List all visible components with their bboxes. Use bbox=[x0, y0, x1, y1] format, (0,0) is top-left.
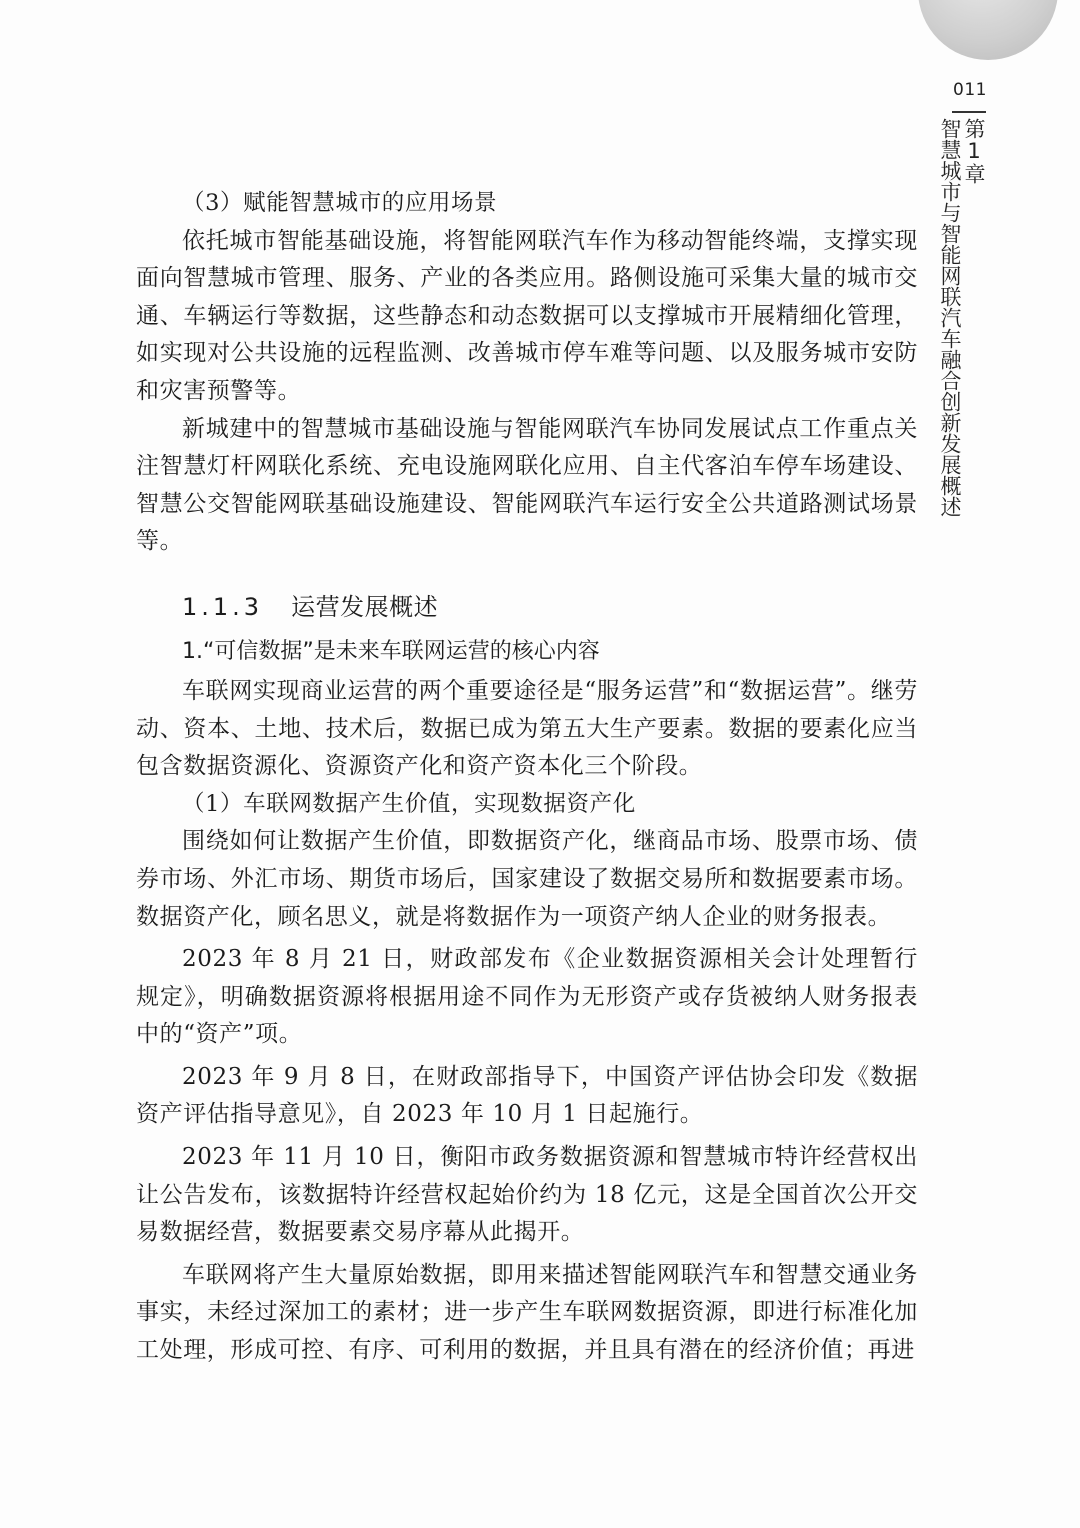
section-heading bbox=[136, 585, 918, 629]
section-number: 1.1.3 bbox=[182, 592, 264, 621]
main-text bbox=[136, 185, 918, 1370]
chapter-title: 智慧城市与智能网联汽车融合创新发展概述 bbox=[938, 118, 962, 517]
sub-heading-application-scenarios: （3）赋能智慧城市的应用场景 bbox=[182, 190, 498, 216]
paragraph: 2023 年 8 月 21 日，财政部发布《企业数据资源相关会计处理暂行规定》，明确数据资源将根据用途不同作为无形资产或存货被纳人财务报表中的“资产”项。 bbox=[136, 946, 918, 1048]
paragraph: 依托城市智能基础设施，将智能网联汽车作为移动智能终端，支撑实现面向智慧城市管理、服务、产业的各类应用。路侧设施可采集大量的城市交通、车辆运行等数据，这些静态和动态数据可以支撑城市开展精细化管理，如实现对公共设施的远程监测、改善城市停车难等问题、以及服务城市安防和灾害预警等。 bbox=[136, 227, 918, 404]
item-heading-trusted-data: 1.“可信数据”是未来车联网运营的核心内容 bbox=[182, 638, 600, 664]
paragraph: 车联网实现商业运营的两个重要途径是“服务运营”和“数据运营”。继劳动、资本、土地、技术后，数据已成为第五大生产要素。数据的要素化应当包含数据资源化、资源资产化和资产资本化三个阶段。 bbox=[136, 677, 918, 780]
sub-heading-data-assetization: （1）车联网数据产生价值，实现数据资产化 bbox=[182, 790, 636, 817]
paragraph: 2023 年 11 月 10 日，衡阳市政务数据资源和智慧城市特许经营权出让公告发布，该数据特许经营权起始价约为 18 亿元，这是全国首次公开交易数据经营，数据要素交易序幕从此揭开。 bbox=[136, 1144, 918, 1246]
paragraph: 新城建中的智慧城市基础设施与智能网联汽车协同发展试点工作重点关注智慧灯杆网联化系统、充电设施网联化应用、自主代客泊车停车场建设、智慧公交智能网联基础设施建设、智能网联汽车运行安全公共道路测试场景等。 bbox=[136, 415, 918, 555]
chapter-label: 第1章 bbox=[962, 118, 986, 184]
paragraph: 车联网将产生大量原始数据，即用来描述智能网联汽车和智慧交通业务事实，未经过深加工的素材；进一步产生车联网数据资源，即进行标准化加工处理，形成可控、有序、可利用的数据，并且具有潜在的经济价值；再进 bbox=[136, 1261, 918, 1364]
page-corner-tab bbox=[918, 0, 1058, 60]
paragraph: 围绕如何让数据产生价值，即数据资产化，继商品市场、股票市场、债券市场、外汇市场、期货市场后，国家建设了数据交易所和数据要素市场。数据资产化，顾名思义，就是将数据作为一项资产纳人企业的财务报表。 bbox=[136, 828, 918, 930]
running-header bbox=[938, 118, 986, 517]
page-number: 011 bbox=[953, 80, 987, 100]
header-rule bbox=[952, 111, 986, 113]
section-title: 运营发展概述 bbox=[291, 592, 439, 621]
paragraph: 2023 年 9 月 8 日，在财政部指导下，中国资产评估协会印发《数据资产评估指导意见》，自 2023 年 10 月 1 日起施行。 bbox=[136, 1063, 918, 1128]
